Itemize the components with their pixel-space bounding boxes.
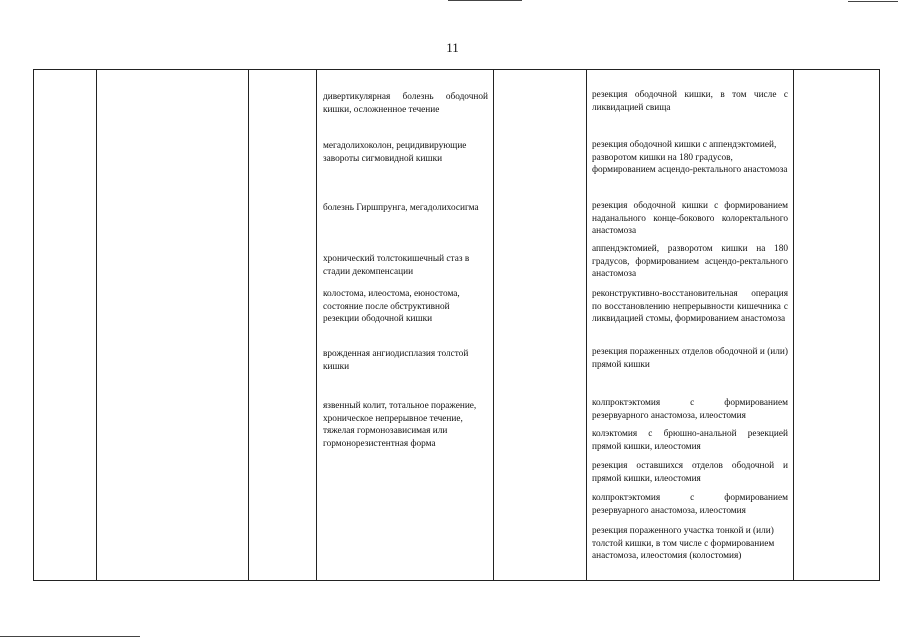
diagnosis-cell: язвенный колит, тотальное поражение, хроническое непрерывное течение, тяжелая гормонозависимая или гормонорезистентная форма — [323, 401, 477, 449]
column-divider — [793, 70, 794, 580]
diagnosis-cell: дивертикулярная болезнь ободочной кишки, осложненное течение — [323, 92, 488, 115]
treatment-cell: резекция ободочной кишки, в том числе с ликвидацией свища — [592, 90, 788, 113]
column-divider — [316, 70, 317, 580]
column-divider — [248, 70, 249, 580]
diagnosis-cell: мегадолихоколон, рецидивирующие завороты сигмовидной кишки — [323, 141, 467, 164]
treatment-cell: колпроктэктомия с формированием резервуарного анастомоза, илеостомия — [592, 398, 788, 421]
diagnosis-cell: врожденная ангиодисплазия толстой кишки — [323, 349, 469, 372]
treatment-cell: реконструктивно-восстановительная операция по восстановлению непрерывности кишечника с ликвидацией стомы, формированием анастомоза — [592, 289, 788, 325]
column-divider — [586, 70, 587, 580]
treatment-cell: колпроктэктомия с формированием резервуарного анастомоза, илеостомия — [592, 493, 788, 516]
page-number: 11 — [446, 40, 459, 55]
column-divider — [96, 70, 97, 580]
diagnosis-cell: болезнь Гиршпрунга, мегадолихосигма — [323, 203, 479, 213]
treatment-cell: резекция ободочной кишки с формированием наданального конце-бокового колоректального анастомоза — [592, 201, 788, 237]
treatment-cell: аппендэктомией, разворотом кишки на 180 градусов, формированием асцендо-ректального анастомоза — [592, 244, 788, 280]
treatment-cell: колэктомия с брюшно-анальной резекцией прямой кишки, илеостомия — [592, 429, 788, 452]
diagnosis-cell: колостома, илеостома, еюностома, состояние после обструктивной резекции ободочной кишки — [323, 289, 460, 325]
scan-artifact-top — [448, 0, 522, 1]
scan-artifact-top-right — [848, 1, 898, 2]
procedures-table — [33, 69, 880, 581]
treatment-cell: резекция оставшихся отделов ободочной и прямой кишки, илеостомия — [592, 461, 788, 484]
scan-artifact-bottom — [0, 636, 140, 637]
column-divider — [493, 70, 494, 580]
treatment-cell: резекция пораженного участка тонкой и (или) толстой кишки, в том числе с формированием анастомоза, илеостомия (колостомия) — [592, 526, 775, 562]
treatment-cell: резекция ободочной кишки с аппендэктомией, разворотом кишки на 180 градусов, формированием асцендо-ректального анастомоза — [592, 140, 788, 176]
diagnosis-cell: хронический толстокишечный стаз в стадии декомпенсации — [323, 254, 470, 277]
treatment-cell: резекция пораженных отделов ободочной и (или) прямой кишки — [592, 347, 788, 370]
